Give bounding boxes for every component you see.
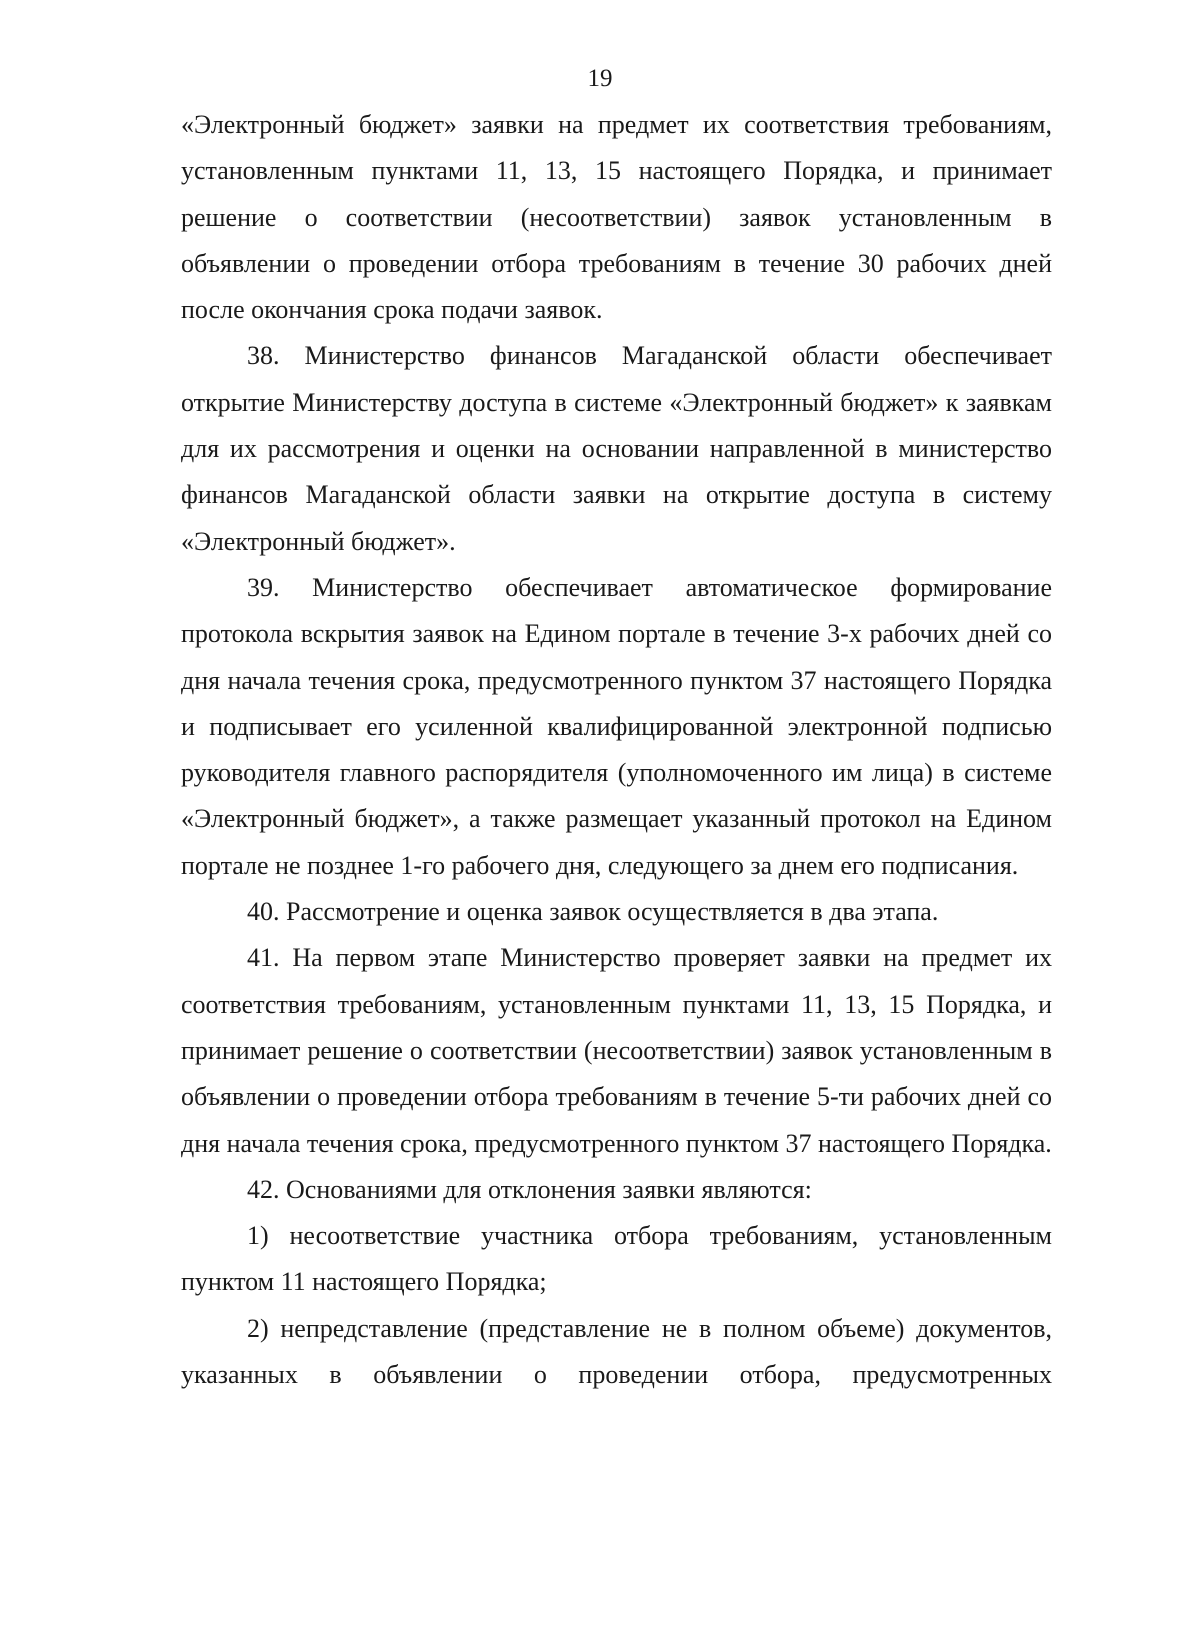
paragraph-39: 39. Министерство обеспечивает автоматическое формирование протокола вскрытия заявок на Едином портале в течение 3-х рабочих дней со дня начала течения срока, предусмотренного пунктом 37 настоящего Порядка и подписывает его усиленной квалифицированной электронной подписью руководителя главного распорядителя (уполномоченного им лица) в системе «Электронный бюджет», а также размещает указанный протокол на Едином портале не позднее 1-го рабочего дня, следующего за днем его подписания. xyxy=(181,572,1052,880)
paragraph-38: 38. Министерство финансов Магаданской области обеспечивает открытие Министерству доступа в системе «Электронный бюджет» к заявкам для их рассмотрения и оценки на основании направленной в министерство финансов Магаданской области заявки на открытие доступа в систему «Электронный бюджет». xyxy=(181,341,1052,556)
paragraph-41: 41. На первом этапе Министерство проверяет заявки на предмет их соответствия требованиям, установленным пунктами 11, 13, 15 Порядка, и принимает решение о соответствии (несоответствии) заявок установленным в объявлении о проведении отбора требованиям в течение 5-ти рабочих дней со дня начала течения срока, предусмотренного пунктом 37 настоящего Порядка. xyxy=(181,943,1052,1158)
list-item-1: 1) несоответствие участника отбора требованиям, установленным пунктом 11 настоящего Порядка; xyxy=(181,1221,1052,1297)
paragraph-40: 40. Рассмотрение и оценка заявок осуществляется в два этапа. xyxy=(247,897,939,927)
paragraph-42: 42. Основаниями для отклонения заявки являются: xyxy=(247,1174,812,1204)
list-item-2: 2) непредставление (представление не в полном объеме) документов, указанных в объявлении о проведении отбора, предусмотренных xyxy=(181,1313,1052,1390)
page-number: 19 xyxy=(587,65,613,92)
document-body xyxy=(181,102,1052,1398)
paragraph-continuation: «Электронный бюджет» заявки на предмет их соответствия требованиям, установленным пунктами 11, 13, 15 настоящего Порядка, и принимает решение о соответствии (несоответствии) заявок установленным в объявлении о проведении отбора требованиям в течение 30 рабочих дней после окончания срока подачи заявок. xyxy=(181,110,1052,325)
